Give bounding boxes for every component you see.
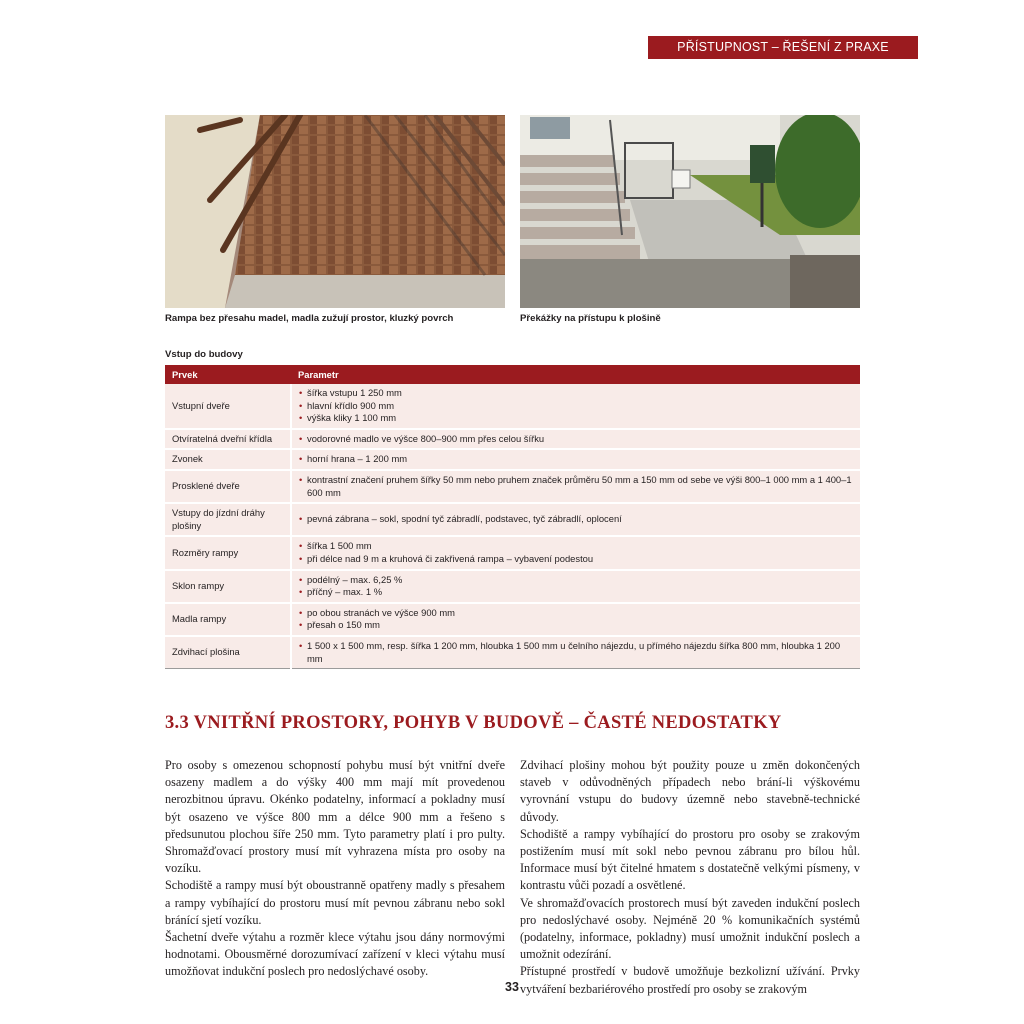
- row-params: [291, 636, 860, 669]
- row-label: Prosklené dveře: [165, 470, 291, 503]
- table-header-row: [165, 365, 860, 384]
- table-row: [165, 449, 860, 470]
- row-label: Vstupy do jízdní dráhy plošiny: [165, 503, 291, 536]
- page-number: 33: [505, 980, 519, 994]
- row-params: [291, 603, 860, 636]
- table-row: [165, 470, 860, 503]
- row-label: Vstupní dveře: [165, 384, 291, 429]
- body-column-right: [520, 757, 860, 998]
- paragraph: Přístupné prostředí v budově umožňuje bezkolizní užívání. Prvky vytváření bezbariérového prostředí pro osoby se zrakovým: [520, 964, 860, 996]
- row-params: [291, 449, 860, 470]
- param-item: • kontrastní značení pruhem šířky 50 mm nebo pruhem značek průměru 50 mm a 150 mm od sebe ve výši 800–1 000 mm a 1 400–1 600 mm: [299, 474, 853, 499]
- param-item: • pevná zábrana – sokl, spodní tyč zábradlí, podstavec, tyč zábradlí, oplocení: [299, 513, 853, 526]
- table-row: [165, 570, 860, 603]
- ramp-photo: [165, 115, 505, 308]
- row-params: [291, 384, 860, 429]
- param-item: • vodorovné madlo ve výšce 800–900 mm přes celou šířku: [299, 433, 853, 446]
- row-params: [291, 429, 860, 450]
- row-label: Madla rampy: [165, 603, 291, 636]
- table-title: Vstup do budovy: [165, 349, 243, 360]
- paragraph: Zdvihací plošiny mohou být použity pouze u změn dokončených staveb v odůvodněných případech nebo brání-li výškovému vyrovnání vstupu do budovy územně nebo stavebně-technické důvody.: [520, 758, 860, 824]
- row-label: Zvonek: [165, 449, 291, 470]
- row-params: [291, 570, 860, 603]
- table-row: [165, 536, 860, 569]
- platform-obstacles-photo: [520, 115, 860, 308]
- section-heading: 3.3 VNITŘNÍ PROSTORY, POHYB V BUDOVĚ – ČASTÉ NEDOSTATKY: [165, 713, 782, 733]
- row-params: [291, 503, 860, 536]
- param-item: • šířka vstupu 1 250 mm: [299, 387, 853, 400]
- param-item: • podélný – max. 6,25 %: [299, 574, 853, 587]
- paragraph: Ve shromažďovacích prostorech musí být zaveden indukční poslech pro nedoslýchavé osoby. Nejméně 20 % komunikačních systémů (podatelny, informace, pokladny) musí umožnit indukční poslech a umožnit odezírání.: [520, 895, 860, 962]
- ramp-photo-caption: Rampa bez přesahu madel, madla zužují prostor, kluzký povrch: [165, 313, 454, 324]
- entrance-parameters-table: [165, 365, 860, 669]
- paragraph: Šachetní dveře výtahu a rozměr klece výtahu jsou dány normovými hodnotami. Obousměrné dorozumívací zařízení v kleci výtahu musí umožňovat indukční poslech pro nedoslýchavé osoby.: [165, 930, 505, 979]
- paragraph: Schodiště a rampy musí být oboustranně opatřeny madly s přesahem a rampy vybíhající do prostoru musí mít pevnou zábranu nebo sokl bránící sjetí vozíku.: [165, 878, 505, 927]
- table-row: [165, 429, 860, 450]
- column-header-parametr: Parametr: [291, 365, 860, 384]
- platform-photo-caption: Překážky na přístupu k plošině: [520, 313, 661, 324]
- paragraph: Pro osoby s omezenou schopností pohybu musí být vnitřní dveře osazeny madlem a do výšky 400 mm mají mít provedenou nerozbitnou úpravu. Okénko podatelny, informací a pokladny musí být osazeno ve výšce 800 mm a délce 900 mm a řešeno s předsunutou plochou šíře 250 mm. Tyto parametry platí i pro pulty. Shromažďovací prostory musí mít vyhrazena místa pro osoby na vozíku.: [165, 758, 505, 876]
- row-label: Sklon rampy: [165, 570, 291, 603]
- param-item: • příčný – max. 1 %: [299, 586, 853, 599]
- row-params: [291, 536, 860, 569]
- param-item: • horní hrana – 1 200 mm: [299, 453, 853, 466]
- table-row: [165, 384, 860, 429]
- table-row: [165, 603, 860, 636]
- param-item: • při délce nad 9 m a kruhová či zakřivená rampa – vybavení podestou: [299, 553, 853, 566]
- row-label: Rozměry rampy: [165, 536, 291, 569]
- body-column-left: [165, 757, 505, 981]
- row-label: Zdvihací plošina: [165, 636, 291, 669]
- row-params: [291, 470, 860, 503]
- table-row: [165, 503, 860, 536]
- table-row: [165, 636, 860, 669]
- param-item: • šířka 1 500 mm: [299, 540, 853, 553]
- param-item: • přesah o 150 mm: [299, 619, 853, 632]
- param-item: • 1 500 x 1 500 mm, resp. šířka 1 200 mm, hloubka 1 500 mm u čelního nájezdu, u přímého nájezdu šířka 800 mm, hloubka 1 200 mm: [299, 640, 853, 665]
- paragraph: Schodiště a rampy vybíhající do prostoru pro osoby se zrakovým postižením musí mít sokl nebo pevnou zábranu pro bílou hůl. Informace musí být čitelné hmatem s dostatečně velkými písmeny, v kontrastu vůči pozadí a osvětlené.: [520, 826, 860, 893]
- param-item: • hlavní křídlo 900 mm: [299, 400, 853, 413]
- column-header-prvek: Prvek: [165, 365, 291, 384]
- row-label: Otvíratelná dveřní křídla: [165, 429, 291, 450]
- section-header-band: PŘÍSTUPNOST – ŘEŠENÍ Z PRAXE: [648, 36, 918, 59]
- param-item: • po obou stranách ve výšce 900 mm: [299, 607, 853, 620]
- param-item: • výška kliky 1 100 mm: [299, 412, 853, 425]
